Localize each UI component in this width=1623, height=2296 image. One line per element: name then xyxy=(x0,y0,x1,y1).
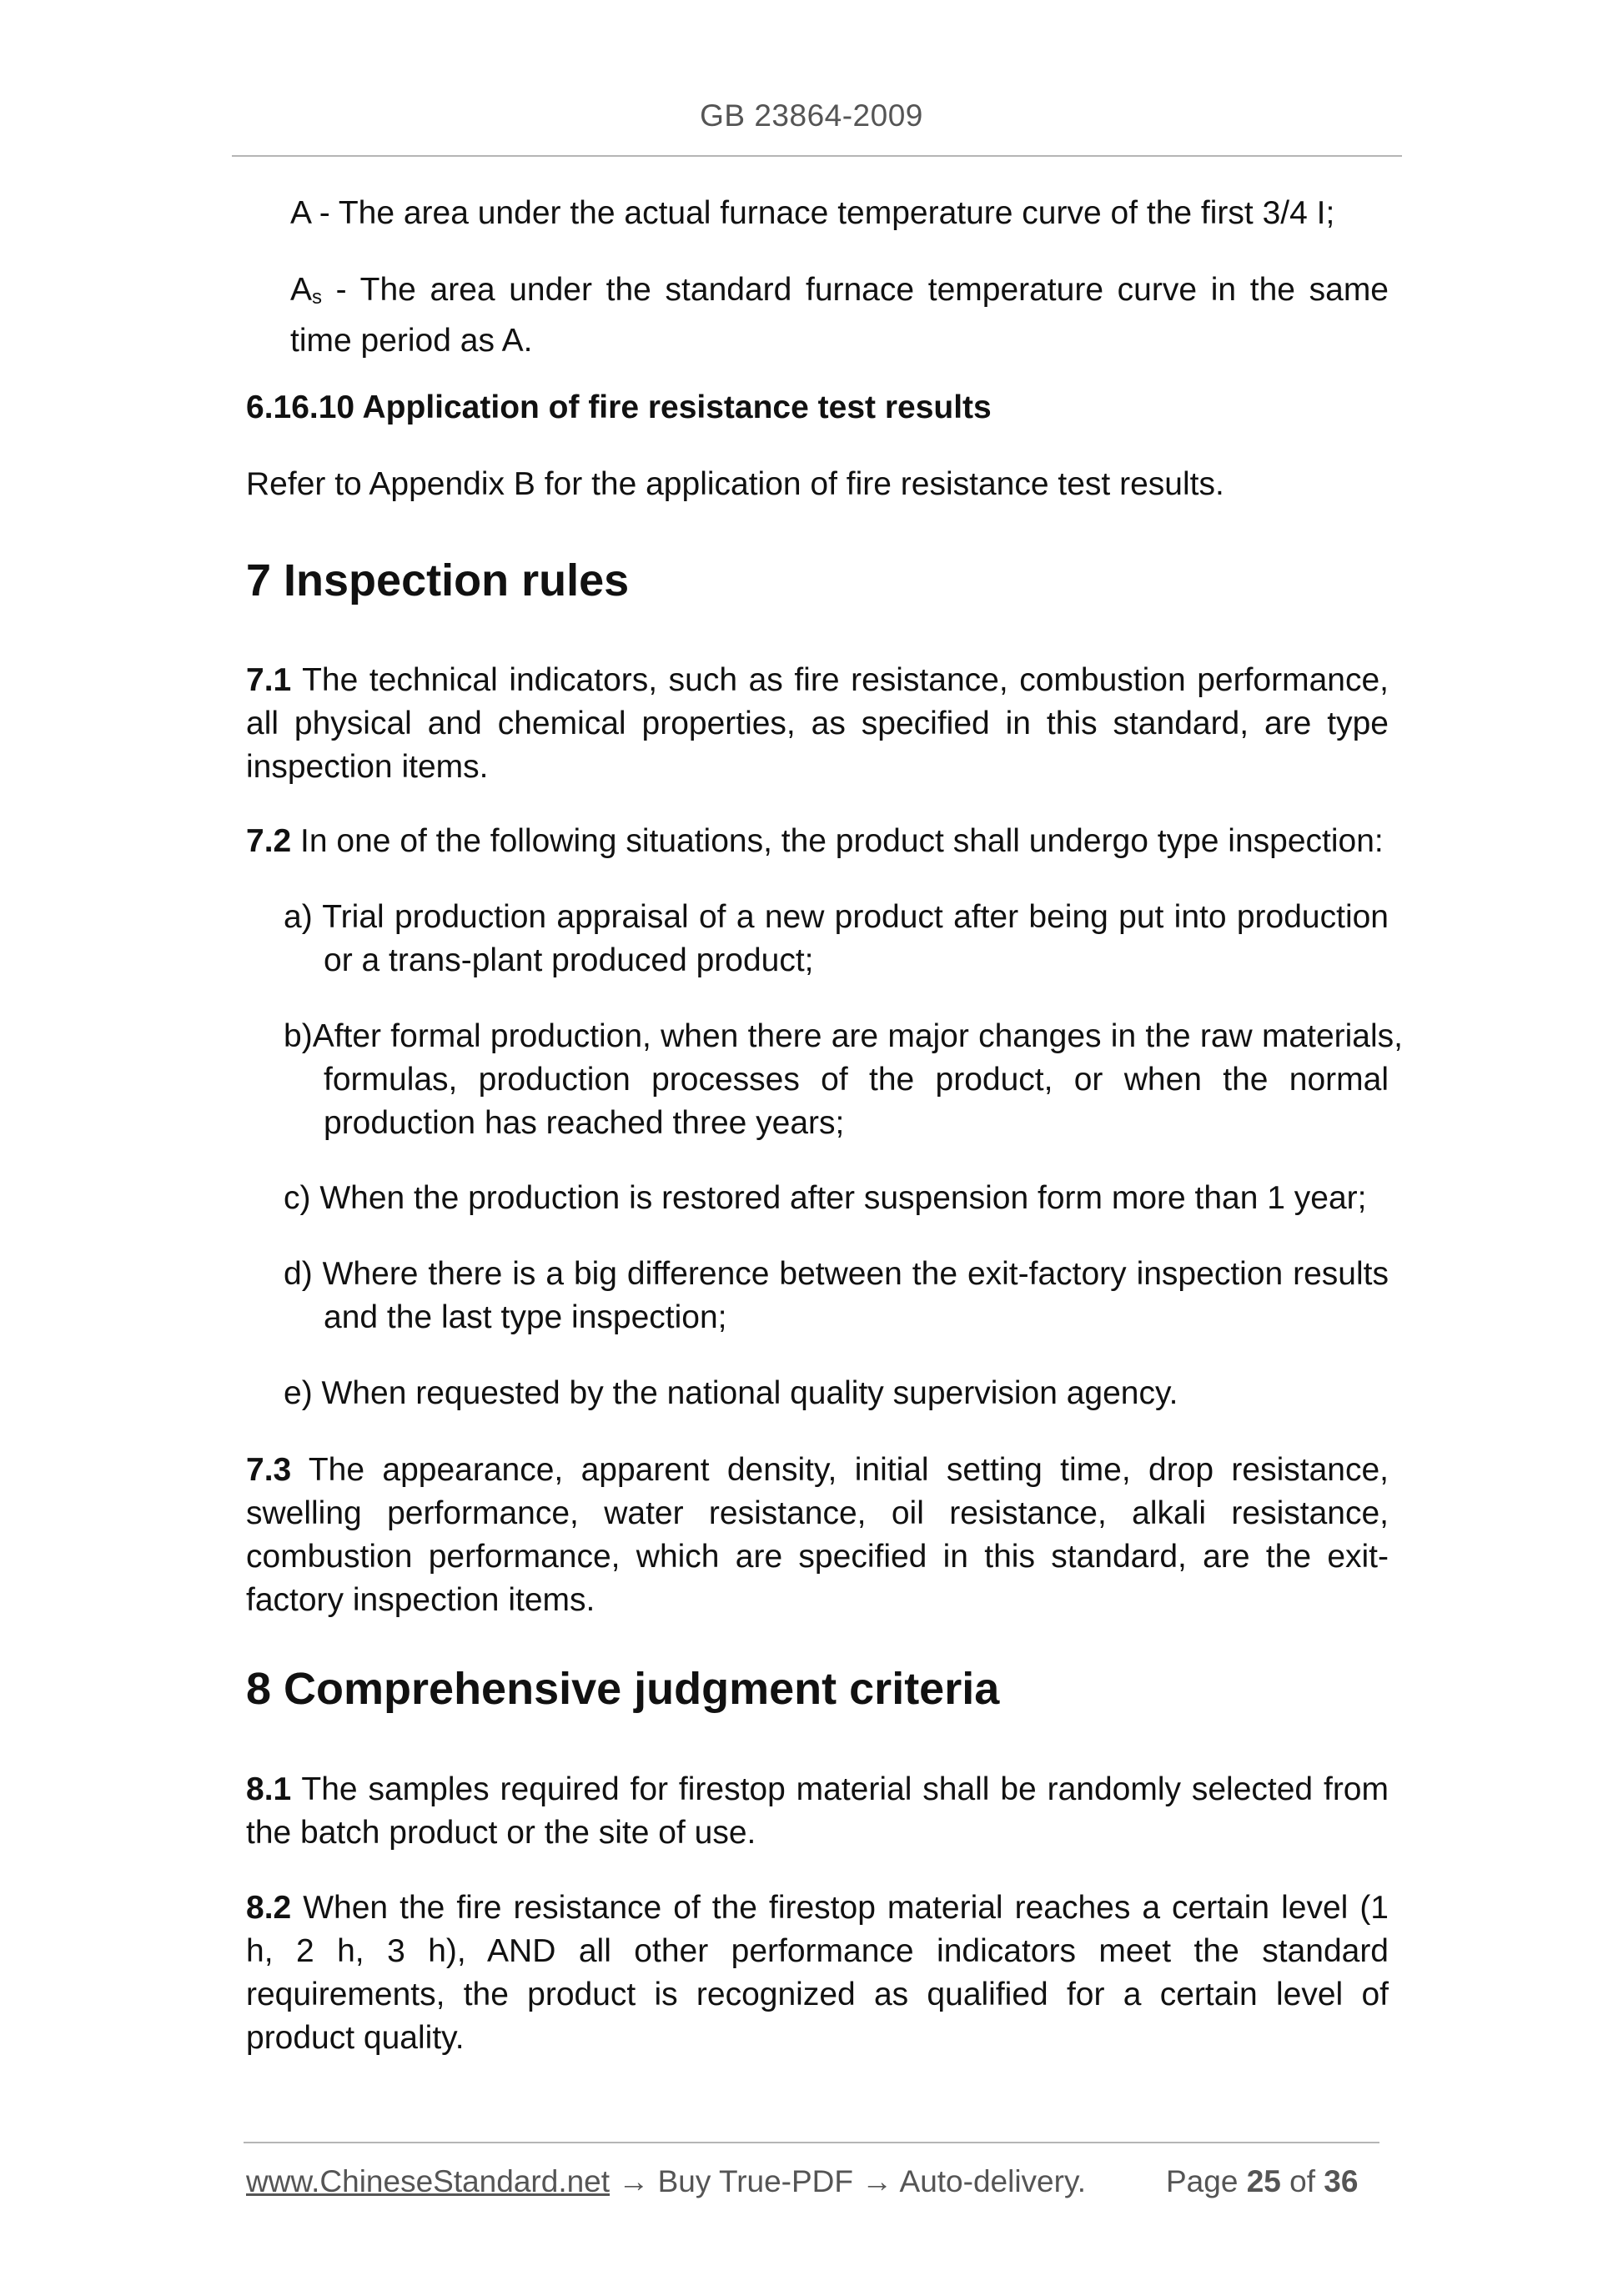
def-as: As - The area under the standard furnace temperature curve in the same time period as A. xyxy=(290,272,1389,359)
footer-promo xyxy=(246,2162,1086,2202)
running-header: GB 23864-2009 xyxy=(700,98,923,133)
clause-8-2: 8.2 When the fire resistance of the firestop material reaches a certain level (1 h, 2 h, 3 h), AND all other performance indicators meet the standard requirements, the product is recognized as qualified for a certain level of product quality. xyxy=(246,1890,1389,2056)
section-6-16-10-body: Refer to Appendix B for the application of fire resistance test results. xyxy=(246,466,1224,502)
clause-7-3: 7.3 The appearance, apparent density, initial setting time, drop resistance, swelling performance, water resistance, oil resistance, alkali resistance, combustion performance, which are specified in this standard, are the exit-factory inspection items. xyxy=(246,1452,1389,1618)
header-divider xyxy=(232,155,1402,157)
list-item-e: e) When requested by the national quality supervision agency. xyxy=(284,1375,1178,1411)
clause-7-2: 7.2 In one of the following situations, the product shall undergo type inspection: xyxy=(246,823,1384,859)
section-6-16-10-heading: 6.16.10 Application of fire resistance test results xyxy=(246,389,992,425)
list-item-c: c) When the production is restored after suspension form more than 1 year; xyxy=(284,1180,1367,1216)
def-as-symbol: As xyxy=(290,272,323,309)
footer-tagline: → Buy True-PDF → Auto-delivery. xyxy=(610,2164,1086,2198)
page-number: Page 25 of 36 xyxy=(1166,2164,1359,2198)
clause-7-1: 7.1 The technical indicators, such as fire resistance, combustion performance, all physical and chemical properties, as specified in this standard, are type inspection items. xyxy=(246,662,1389,785)
section-8-heading: 8 Comprehensive judgment criteria xyxy=(246,1664,1000,1714)
list-item-b: b)After formal production, when there are major changes in the raw materials, formulas, production processes of the product, or when the normal production has reached three years; xyxy=(284,1018,1403,1141)
footer-divider xyxy=(244,2142,1379,2143)
def-a: A - The area under the actual furnace temperature curve of the first 3/4 I; xyxy=(290,195,1335,231)
section-7-heading: 7 Inspection rules xyxy=(246,555,630,605)
clause-8-1: 8.1 The samples required for firestop material shall be randomly selected from the batch product or the site of use. xyxy=(246,1771,1389,1851)
list-item-a: a) Trial production appraisal of a new product after being put into production or a trans-plant produced product; xyxy=(284,899,1389,978)
list-item-d: d) Where there is a big difference between the exit-factory inspection results and the last type inspection; xyxy=(284,1256,1389,1335)
website-link[interactable]: www.ChineseStandard.net xyxy=(246,2164,611,2198)
